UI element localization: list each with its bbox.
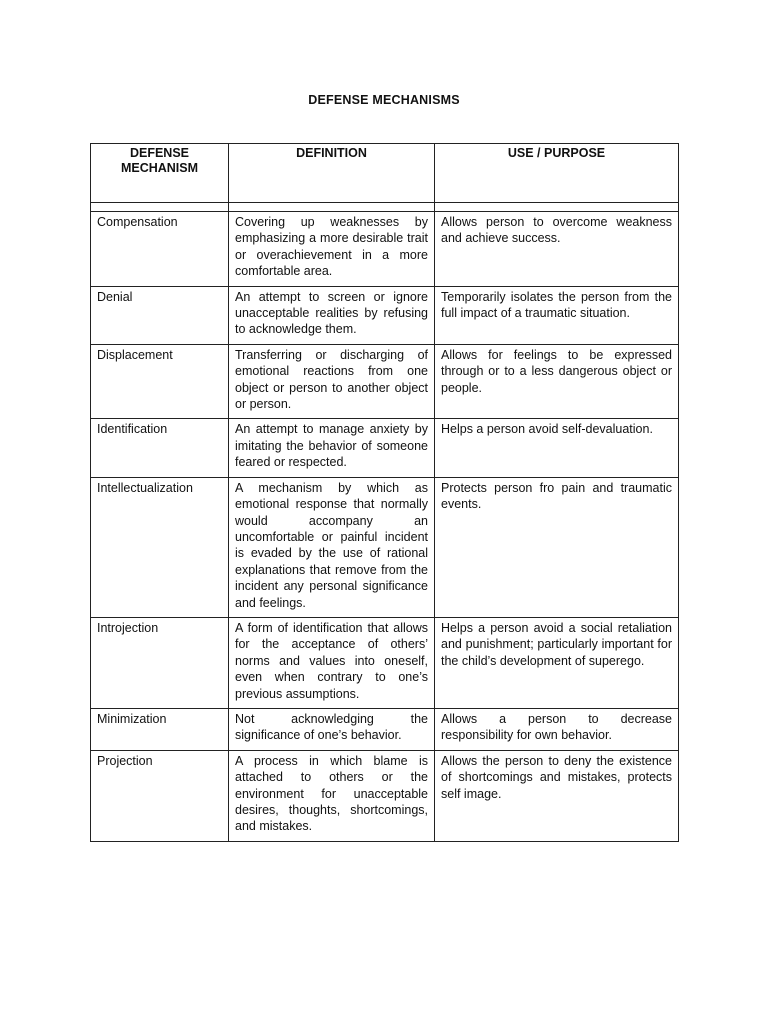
spacer-cell <box>435 203 679 212</box>
spacer-cell <box>229 203 435 212</box>
table-row <box>91 419 679 477</box>
mechanism-cell: Identification <box>91 419 229 477</box>
definition-cell: Not acknowledging the significance of one’s behavior. <box>229 708 435 750</box>
table-row <box>91 617 679 708</box>
table-row <box>91 708 679 750</box>
page-title: DEFENSE MECHANISMS <box>308 93 460 107</box>
table-row <box>91 750 679 841</box>
mechanism-cell: Displacement <box>91 344 229 419</box>
use-cell: Allows the person to deny the existence of shortcomings and mistakes, protects self image. <box>435 750 679 841</box>
use-cell: Temporarily isolates the person from the full impact of a traumatic situation. <box>435 286 679 344</box>
use-cell: Allows person to overcome weakness and achieve success. <box>435 212 679 287</box>
header-row <box>91 144 679 203</box>
mechanism-cell: Projection <box>91 750 229 841</box>
use-cell: Allows a person to decrease responsibility for own behavior. <box>435 708 679 750</box>
header-definition: DEFINITION <box>229 144 435 203</box>
table-row <box>91 477 679 617</box>
table-row <box>91 286 679 344</box>
definition-cell: An attempt to manage anxiety by imitating the behavior of someone feared or respected. <box>229 419 435 477</box>
table-body <box>91 203 679 842</box>
definition-cell: Transferring or discharging of emotional reactions from one object or person to another object or person. <box>229 344 435 419</box>
spacer-cell <box>91 203 229 212</box>
header-mechanism: DEFENSE MECHANISM <box>91 144 229 203</box>
use-cell: Helps a person avoid self-devaluation. <box>435 419 679 477</box>
table-header <box>91 144 679 203</box>
use-cell: Allows for feelings to be expressed through or to a less dangerous object or people. <box>435 344 679 419</box>
defense-mechanisms-table <box>90 143 679 842</box>
table-row <box>91 212 679 287</box>
definition-cell: A mechanism by which as emotional response that normally would accompany an uncomfortable or painful incident is evaded by the use of rational explanations that remove from the incident any personal significance and feelings. <box>229 477 435 617</box>
definition-cell: An attempt to screen or ignore unacceptable realities by refusing to acknowledge them. <box>229 286 435 344</box>
use-cell: Helps a person avoid a social retaliation and punishment; particularly important for the child’s development of superego. <box>435 617 679 708</box>
definition-cell: A form of identification that allows for the acceptance of others’ norms and values into oneself, even when contrary to one’s previous assumptions. <box>229 617 435 708</box>
table-row <box>91 344 679 419</box>
mechanism-cell: Intellectualization <box>91 477 229 617</box>
definition-cell: Covering up weaknesses by emphasizing a more desirable trait or overachievement in a more comfortable area. <box>229 212 435 287</box>
mechanism-cell: Compensation <box>91 212 229 287</box>
mechanism-cell: Denial <box>91 286 229 344</box>
definition-cell: A process in which blame is attached to others or the environment for unacceptable desires, thoughts, shortcomings, and mistakes. <box>229 750 435 841</box>
mechanism-cell: Minimization <box>91 708 229 750</box>
mechanism-cell: Introjection <box>91 617 229 708</box>
header-use-purpose: USE / PURPOSE <box>435 144 679 203</box>
use-cell: Protects person fro pain and traumatic events. <box>435 477 679 617</box>
spacer-row <box>91 203 679 212</box>
